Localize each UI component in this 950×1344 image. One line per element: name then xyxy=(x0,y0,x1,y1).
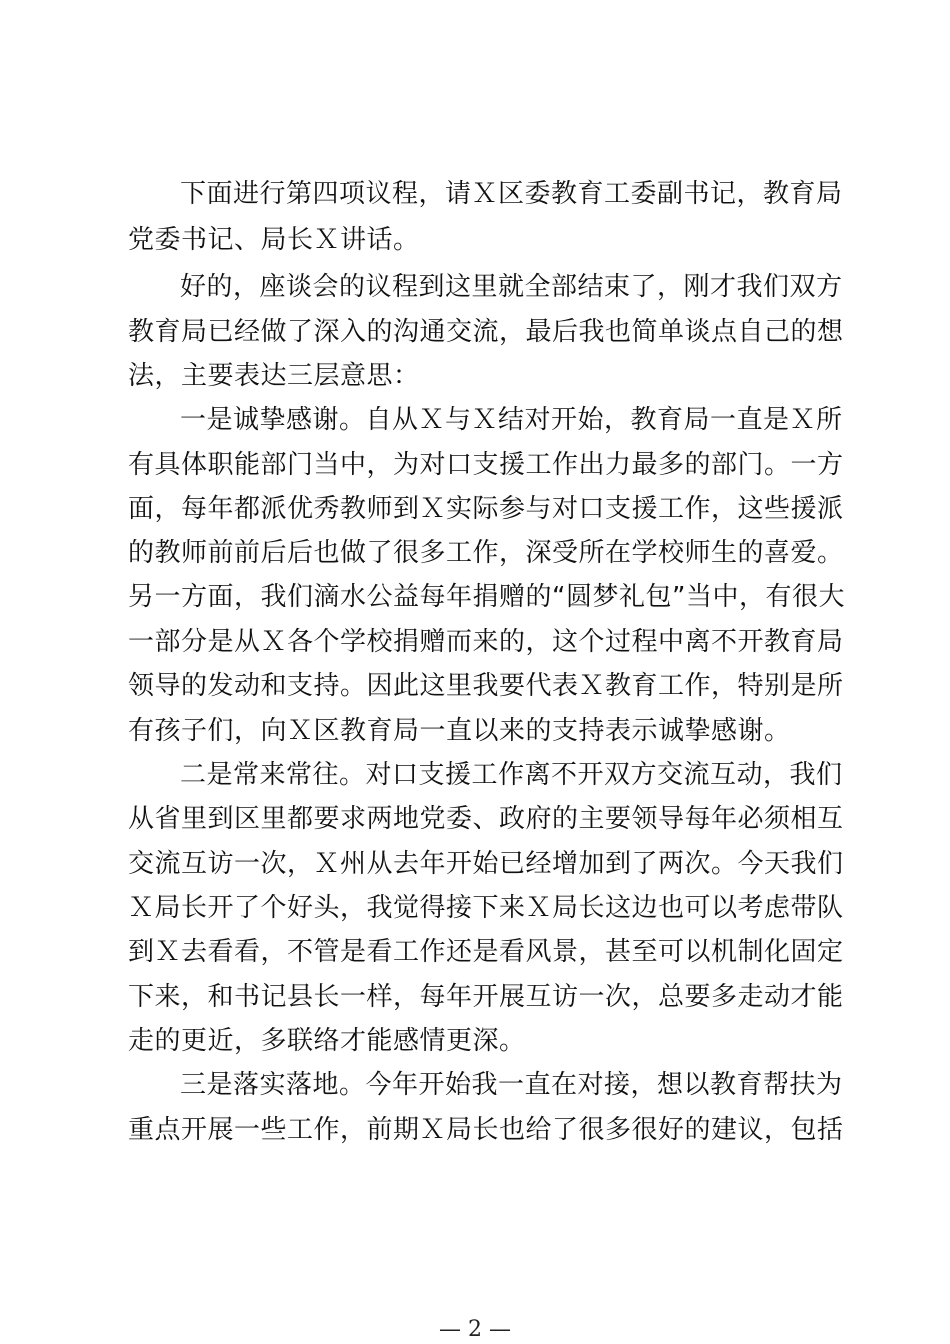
text-line-16: 交流互访一次，Ｘ州从去年开始已经增加到了两次。今天我们 xyxy=(128,849,844,879)
text-line-6: 一是诚挚感谢。自从Ｘ与Ｘ结对开始，教育局一直是Ｘ所 xyxy=(180,405,843,435)
text-line-11: 一部分是从Ｘ各个学校捐赠而来的，这个过程中离不开教育局 xyxy=(128,627,844,657)
text-line-3: 好的，座谈会的议程到这里就全部结束了，刚才我们双方 xyxy=(180,272,843,302)
text-line-9: 的教师前前后后也做了很多工作，深受所在学校师生的喜爱。 xyxy=(128,538,844,568)
text-line-2: 党委书记、局长Ｘ讲话。 xyxy=(128,225,420,255)
text-line-12: 领导的发动和支持。因此这里我要代表Ｘ教育工作，特别是所 xyxy=(128,671,844,701)
text-line-17: Ｘ局长开了个好头，我觉得接下来Ｘ局长这边也可以考虑带队 xyxy=(128,893,844,923)
text-line-13: 有孩子们，向Ｘ区教育局一直以来的支持表示诚挚感谢。 xyxy=(128,716,791,746)
text-line-21: 三是落实落地。今年开始我一直在对接，想以教育帮扶为 xyxy=(180,1070,843,1100)
text-line-15: 从省里到区里都要求两地党委、政府的主要领导每年必须相互 xyxy=(128,804,844,834)
text-line-1: 下面进行第四项议程，请Ｘ区委教育工委副书记，教育局 xyxy=(180,179,843,209)
text-line-19: 下来，和书记县长一样，每年开展互访一次，总要多走动才能 xyxy=(128,982,844,1012)
text-line-8: 面，每年都派优秀教师到Ｘ实际参与对口支援工作，这些援派 xyxy=(128,494,844,524)
text-line-14: 二是常来常往。对口支援工作离不开双方交流互动，我们 xyxy=(180,760,843,790)
text-line-20: 走的更近，多联络才能感情更深。 xyxy=(128,1026,526,1056)
text-line-18: 到Ｘ去看看，不管是看工作还是看风景，甚至可以机制化固定 xyxy=(128,937,844,967)
page-number: — 2 — xyxy=(439,1317,511,1342)
text-line-10: 另一方面，我们滴水公益每年捐赠的“圆梦礼包”当中，有很大 xyxy=(128,582,845,612)
text-line-5: 法，主要表达三层意思： xyxy=(128,361,420,391)
text-line-22: 重点开展一些工作，前期Ｘ局长也给了很多很好的建议，包括 xyxy=(128,1115,844,1145)
text-line-7: 有具体职能部门当中，为对口支援工作出力最多的部门。一方 xyxy=(128,450,844,480)
text-line-4: 教育局已经做了深入的沟通交流，最后我也简单谈点自己的想 xyxy=(128,317,844,347)
